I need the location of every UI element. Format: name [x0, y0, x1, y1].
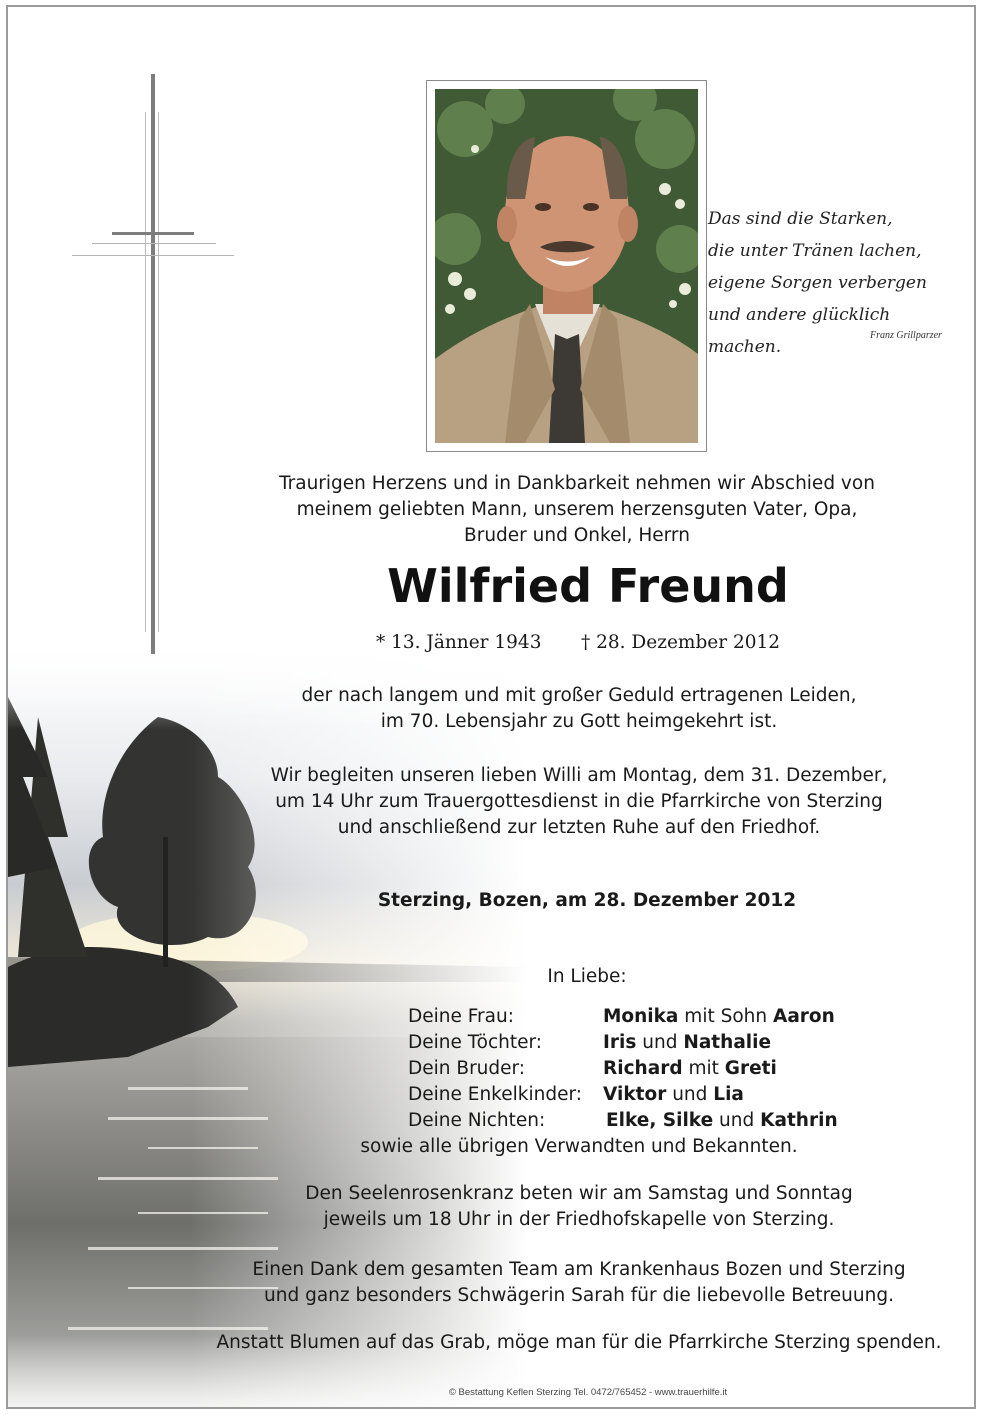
funeral-line: Wir begleiten unseren lieben Willi am Montag, dem 31. Dezember, — [270, 765, 888, 786]
quote-line: und andere glücklich machen. — [708, 305, 891, 357]
funeral-text — [88, 763, 976, 841]
family-name: Richard — [603, 1058, 683, 1079]
passing-line: im 70. Lebensjahr zu Gott heimgekehrt ist. — [380, 711, 778, 732]
intro-line: Traurigen Herzens und in Dankbarkeit nehmen wir Abschied von — [279, 473, 875, 494]
family-name: Greti — [724, 1058, 777, 1079]
family-connector: und — [713, 1110, 761, 1131]
family-names — [603, 1056, 777, 1082]
family-connector: und — [666, 1084, 714, 1105]
family-role: Deine Töchter: — [408, 1032, 542, 1053]
family-names — [603, 1004, 835, 1030]
thanks-line: Einen Dank dem gesamten Team am Krankenhaus Bozen und Sterzing — [252, 1259, 906, 1280]
quote-author: Franz Grillparzer — [870, 330, 942, 341]
family-role: Dein Bruder: — [408, 1058, 526, 1079]
funeral-line: um 14 Uhr zum Trauergottesdienst in die Pfarrkirche von Sterzing — [275, 791, 883, 812]
rosary-line: Den Seelenrosenkranz beten wir am Samstag und Sonntag — [305, 1183, 853, 1204]
family-name: Nathalie — [683, 1032, 772, 1053]
family-name: Kathrin — [760, 1110, 838, 1131]
cross-line — [145, 112, 146, 632]
family-row — [408, 1056, 968, 1082]
cross-bar — [112, 232, 194, 235]
family-row — [408, 1004, 968, 1030]
family-name: Viktor — [603, 1084, 667, 1105]
passing-line: der nach langem und mit großer Geduld ertragenen Leiden, — [301, 685, 857, 706]
family-names — [606, 1108, 838, 1134]
portrait-photo — [435, 89, 698, 443]
family-connector: mit — [682, 1058, 725, 1079]
family-connector: und — [636, 1032, 684, 1053]
obituary-card — [6, 5, 976, 1409]
family-names — [603, 1082, 744, 1108]
family-heading: In Liebe: — [547, 966, 627, 987]
birth-date: * 13. Jänner 1943 — [376, 632, 542, 653]
funeral-line: und anschließend zur letzten Ruhe auf den Friedhof. — [337, 817, 821, 838]
rosary-text — [88, 1181, 976, 1233]
cross-line — [72, 255, 234, 256]
quote-line: Das sind die Starken, — [708, 209, 893, 229]
family-row — [408, 1108, 968, 1134]
thanks-text — [88, 1257, 976, 1309]
death-date: † 28. Dezember 2012 — [581, 632, 781, 653]
family-row — [408, 1030, 968, 1056]
family-role: Deine Nichten: — [408, 1110, 546, 1131]
family-name: Elke, Silke — [606, 1110, 714, 1131]
family-connector: mit Sohn — [678, 1006, 773, 1027]
portrait-frame — [426, 80, 707, 452]
quote-line: die unter Tränen lachen, — [708, 241, 922, 261]
family-name: Aaron — [773, 1006, 835, 1027]
family-row — [408, 1082, 968, 1108]
cross-line — [92, 243, 216, 244]
intro-line: Bruder und Onkel, Herrn — [464, 525, 690, 546]
passing-text — [88, 683, 976, 735]
family-name: Lia — [713, 1084, 744, 1105]
place-date: Sterzing, Bozen, am 28. Dezember 2012 — [377, 890, 797, 911]
deceased-name: Wilfried Freund — [387, 559, 789, 613]
family-names — [603, 1030, 771, 1056]
cross-line — [158, 112, 159, 632]
quote-line: eigene Sorgen verbergen — [708, 273, 927, 293]
family-name: Monika — [603, 1006, 679, 1027]
family-others: sowie alle übrigen Verwandten und Bekannten. — [360, 1136, 798, 1157]
family-name: Iris — [603, 1032, 637, 1053]
family-role: Deine Enkelkinder: — [408, 1084, 582, 1105]
intro-text — [86, 471, 976, 549]
flowers-text: Anstatt Blumen auf das Grab, möge man für die Pfarrkirche Sterzing spenden. — [216, 1332, 942, 1353]
rosary-line: jeweils um 18 Uhr in der Friedhofskapelle von Sterzing. — [323, 1209, 835, 1230]
footer-credit: © Bestattung Keflen Sterzing Tel. 0472/765452 - www.trauerhilfe.it — [448, 1387, 728, 1398]
family-role: Deine Frau: — [408, 1006, 514, 1027]
intro-line: meinem geliebten Mann, unserem herzensguten Vater, Opa, — [296, 499, 858, 520]
thanks-line: und ganz besonders Schwägerin Sarah für die liebevolle Betreuung. — [264, 1285, 894, 1306]
